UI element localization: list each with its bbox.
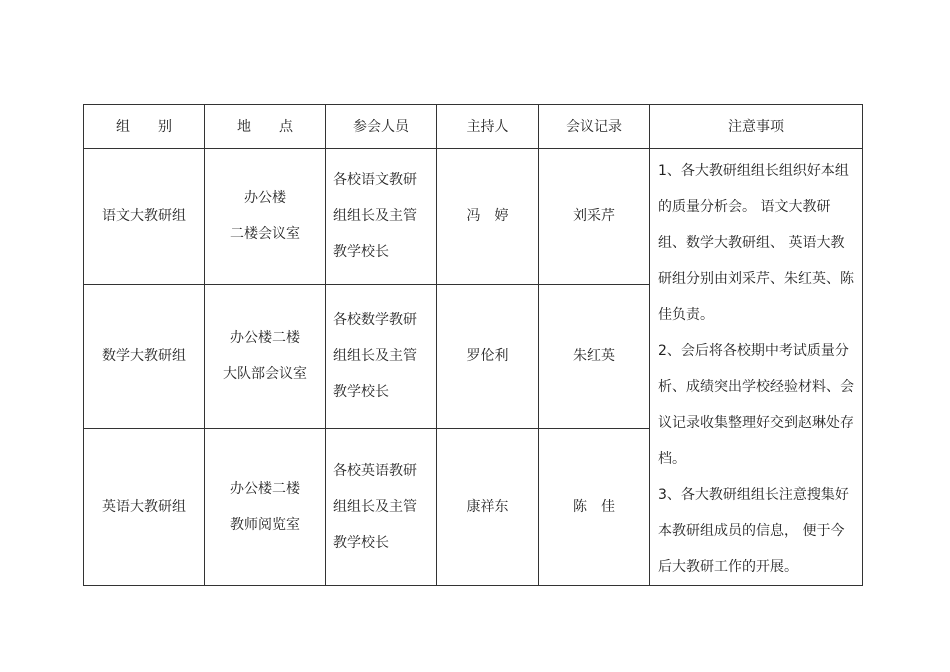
host-cell: 冯 婷 <box>437 149 539 285</box>
location-line: 办公楼二楼 <box>230 330 300 347</box>
host-cell: 罗伦利 <box>437 284 539 428</box>
note-item: 1、各大教研组组长组织好本组的质量分析会。 语文大教研组、数学大教研组、 英语大教研组分别由刘采芹、朱红英、陈佳负责。 <box>658 163 854 323</box>
header-notes: 注意事项 <box>650 105 863 149</box>
attendees-line: 教学校长 <box>333 534 389 551</box>
note-item: 3、各大教研组组长注意搜集好本教研组成员的信息， 便于今后大教研工作的开展。 <box>658 487 849 575</box>
group-cell: 语文大教研组 <box>84 149 205 285</box>
table-row <box>84 149 863 285</box>
notes-cell <box>650 149 863 586</box>
recorder-cell: 刘采芹 <box>539 149 650 285</box>
attendees-line: 教学校长 <box>333 384 389 401</box>
location-line: 教师阅览室 <box>230 516 300 533</box>
group-cell: 数学大教研组 <box>84 284 205 428</box>
location-cell <box>205 284 326 428</box>
attendees-line: 各校数学教研 <box>333 312 417 329</box>
attendees-line: 各校英语教研 <box>333 462 417 479</box>
header-row <box>84 105 863 149</box>
attendees-line: 各校语文教研 <box>333 172 417 189</box>
recorder-cell: 陈 佳 <box>539 428 650 585</box>
meeting-schedule-table <box>83 104 863 586</box>
attendees-cell <box>326 428 437 585</box>
location-line: 二楼会议室 <box>230 226 300 243</box>
attendees-cell <box>326 149 437 285</box>
location-line: 办公楼 <box>244 190 286 207</box>
header-location: 地 点 <box>205 105 326 149</box>
host-cell: 康祥东 <box>437 428 539 585</box>
note-item: 2、会后将各校期中考试质量分析、成绩突出学校经验材料、会议记录收集整理好交到赵琳处存档。 <box>658 343 854 467</box>
attendees-line: 组组长及主管 <box>333 348 417 365</box>
attendees-line: 组组长及主管 <box>333 208 417 225</box>
location-cell <box>205 149 326 285</box>
attendees-cell <box>326 284 437 428</box>
attendees-line: 教学校长 <box>333 244 389 261</box>
location-cell <box>205 428 326 585</box>
header-host: 主持人 <box>437 105 539 149</box>
header-group: 组 别 <box>84 105 205 149</box>
location-line: 大队部会议室 <box>223 366 307 383</box>
header-recorder: 会议记录 <box>539 105 650 149</box>
group-cell: 英语大教研组 <box>84 428 205 585</box>
location-line: 办公楼二楼 <box>230 480 300 497</box>
header-attendees: 参会人员 <box>326 105 437 149</box>
recorder-cell: 朱红英 <box>539 284 650 428</box>
attendees-line: 组组长及主管 <box>333 498 417 515</box>
